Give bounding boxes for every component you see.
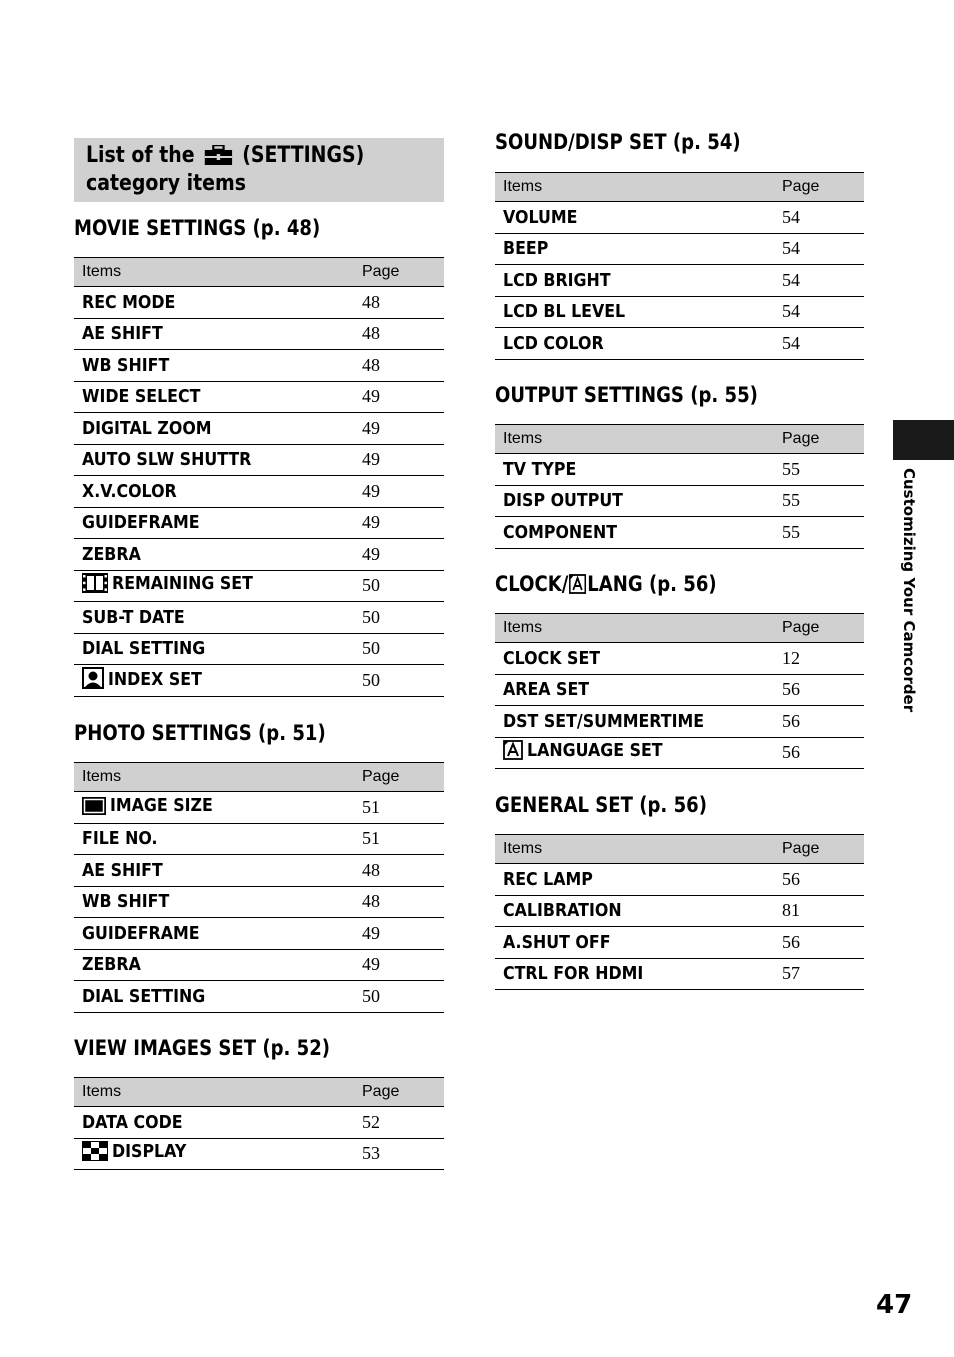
page-column-header: Page: [354, 763, 444, 792]
item-name: GUIDEFRAME: [82, 922, 200, 944]
item-name-cell: [495, 895, 774, 927]
item-name-cell: [74, 602, 354, 634]
item-name-cell: [495, 958, 774, 990]
item-name-cell: [74, 413, 354, 445]
table-row-calibration: [495, 895, 864, 927]
chapter-side-label: Customizing Your Camcorder: [900, 468, 918, 713]
table-row-wb-shift: [74, 350, 444, 382]
table-row-clock-set: [495, 643, 864, 675]
item-name: DST SET/SUMMERTIME: [503, 710, 705, 732]
table-row-lcd-bright: [495, 265, 864, 297]
items-column-header: Items: [495, 614, 774, 643]
clock-lang-table: [495, 613, 864, 769]
item-name-cell: [74, 918, 354, 950]
table-row-area-set: [495, 674, 864, 706]
items-column-header: Items: [495, 173, 774, 202]
item-name: FILE NO.: [82, 828, 158, 850]
item-page-number: 54: [774, 233, 864, 265]
table-row-component: [495, 517, 864, 549]
item-page-number: 54: [774, 202, 864, 234]
item-name: INDEX SET: [108, 668, 202, 690]
item-name: IMAGE SIZE: [110, 794, 213, 816]
table-row-volume: [495, 202, 864, 234]
item-name: DATA CODE: [82, 1111, 183, 1133]
table-row-index-set: [74, 665, 444, 697]
table-row-zebra: [74, 949, 444, 981]
table-row-display: [74, 1138, 444, 1170]
item-name: CLOCK SET: [503, 647, 601, 669]
photo-settings-table: [74, 762, 444, 1013]
item-page-number: 56: [774, 706, 864, 738]
item-page-number: 56: [774, 864, 864, 896]
item-name: SUB-T DATE: [82, 606, 185, 628]
table-row-lcd-bl-level: [495, 296, 864, 328]
item-name: LANGUAGE SET: [527, 740, 663, 762]
item-name-cell: [495, 706, 774, 738]
item-page-number: 49: [354, 381, 444, 413]
item-name: LCD COLOR: [503, 332, 604, 354]
item-name-cell: [495, 485, 774, 517]
item-page-number: 48: [354, 350, 444, 382]
item-name: DISP OUTPUT: [503, 490, 623, 512]
clock-lang-heading: [495, 572, 717, 596]
sound-disp-table: [495, 172, 864, 360]
item-name: REMAINING SET: [112, 573, 253, 595]
item-page-number: 50: [354, 981, 444, 1013]
film-strip-icon: [82, 573, 108, 598]
page-title: [74, 138, 444, 202]
item-name-cell: [495, 643, 774, 675]
item-name: DIGITAL ZOOM: [82, 417, 212, 439]
item-name-cell: [495, 233, 774, 265]
general-set-heading: GENERAL SET (p. 56): [495, 793, 707, 817]
item-name-cell: [495, 296, 774, 328]
table-row-x-v-color: [74, 476, 444, 508]
table-row-wide-select: [74, 381, 444, 413]
photo-settings-heading: PHOTO SETTINGS (p. 51): [74, 721, 326, 745]
item-name-cell: [495, 202, 774, 234]
table-row-guideframe: [74, 507, 444, 539]
page-column-header: Page: [354, 1078, 444, 1107]
item-page-number: 56: [774, 674, 864, 706]
item-name: VOLUME: [503, 206, 578, 228]
item-name: AE SHIFT: [82, 859, 163, 881]
item-name: REC MODE: [82, 291, 176, 313]
item-name-cell: [74, 949, 354, 981]
item-page-number: 54: [774, 328, 864, 360]
table-row-wb-shift: [74, 886, 444, 918]
page-column-header: Page: [774, 614, 864, 643]
item-page-number: 48: [354, 855, 444, 887]
items-column-header: Items: [74, 258, 354, 287]
items-column-header: Items: [495, 425, 774, 454]
item-name-cell: [495, 517, 774, 549]
item-name: BEEP: [503, 238, 549, 260]
table-row-tv-type: [495, 454, 864, 486]
output-settings-heading: OUTPUT SETTINGS (p. 55): [495, 383, 758, 407]
image-size-icon: [82, 797, 106, 820]
item-name-cell: [74, 886, 354, 918]
item-name-cell: [74, 823, 354, 855]
item-page-number: 50: [354, 602, 444, 634]
language-a-icon: [569, 574, 586, 594]
item-name-cell: [74, 1138, 354, 1170]
item-page-number: 52: [354, 1107, 444, 1139]
table-row-image-size: [74, 792, 444, 824]
item-name-cell: [495, 737, 774, 769]
item-name-cell: [74, 381, 354, 413]
item-page-number: 55: [774, 485, 864, 517]
item-name-cell: [74, 539, 354, 571]
item-name: WIDE SELECT: [82, 386, 201, 408]
face-index-icon: [82, 667, 104, 694]
table-row-beep: [495, 233, 864, 265]
item-name: ZEBRA: [82, 954, 141, 976]
item-page-number: 53: [354, 1138, 444, 1170]
clock-lang-heading-start: CLOCK/: [495, 572, 569, 596]
item-page-number: 54: [774, 265, 864, 297]
item-page-number: 48: [354, 287, 444, 319]
item-page-number: 81: [774, 895, 864, 927]
item-name-cell: [74, 981, 354, 1013]
table-row-dst-set-summertime: [495, 706, 864, 738]
page-column-header: Page: [774, 425, 864, 454]
title-text-settings: (SETTINGS): [242, 143, 365, 168]
clock-lang-heading-end: LANG (p. 56): [587, 572, 717, 596]
page-column-header: Page: [774, 173, 864, 202]
item-page-number: 49: [354, 507, 444, 539]
item-name-cell: [495, 265, 774, 297]
table-row-dial-setting: [74, 633, 444, 665]
language-a-icon: [503, 740, 523, 765]
table-row-dial-setting: [74, 981, 444, 1013]
item-page-number: 49: [354, 413, 444, 445]
item-name: CALIBRATION: [503, 900, 622, 922]
item-page-number: 55: [774, 517, 864, 549]
table-row-file-no: [74, 823, 444, 855]
item-name: COMPONENT: [503, 521, 618, 543]
item-name: AUTO SLW SHUTTR: [82, 449, 252, 471]
output-settings-table: [495, 424, 864, 549]
item-name: TV TYPE: [503, 458, 577, 480]
table-row-sub-t-date: [74, 602, 444, 634]
table-row-guideframe: [74, 918, 444, 950]
item-name: ZEBRA: [82, 543, 141, 565]
item-page-number: 51: [354, 823, 444, 855]
chapter-tab: [893, 420, 954, 460]
item-name-cell: [74, 444, 354, 476]
item-name-cell: [74, 855, 354, 887]
item-name: LCD BL LEVEL: [503, 301, 626, 323]
item-page-number: 50: [354, 633, 444, 665]
table-row-data-code: [74, 1107, 444, 1139]
item-name-cell: [74, 318, 354, 350]
item-name: LCD BRIGHT: [503, 269, 611, 291]
item-page-number: 49: [354, 918, 444, 950]
item-page-number: 48: [354, 318, 444, 350]
item-name-cell: [74, 350, 354, 382]
item-page-number: 50: [354, 665, 444, 697]
table-row-remaining-set: [74, 570, 444, 602]
item-name-cell: [74, 792, 354, 824]
table-row-digital-zoom: [74, 413, 444, 445]
item-name: A.SHUT OFF: [503, 931, 611, 953]
items-column-header: Items: [74, 1078, 354, 1107]
item-name-cell: [74, 633, 354, 665]
item-name-cell: [495, 328, 774, 360]
item-name-cell: [495, 454, 774, 486]
item-name-cell: [495, 864, 774, 896]
title-subline: category items: [86, 171, 247, 196]
item-name-cell: [74, 507, 354, 539]
item-name: REC LAMP: [503, 868, 593, 890]
item-page-number: 49: [354, 949, 444, 981]
item-name: DIAL SETTING: [82, 638, 206, 660]
table-row-a-shut-off: [495, 927, 864, 959]
sound-disp-heading: SOUND/DISP SET (p. 54): [495, 130, 741, 154]
item-page-number: 49: [354, 476, 444, 508]
table-row-rec-mode: [74, 287, 444, 319]
item-page-number: 50: [354, 570, 444, 602]
item-page-number: 48: [354, 886, 444, 918]
item-page-number: 49: [354, 539, 444, 571]
item-page-number: 49: [354, 444, 444, 476]
item-name: X.V.COLOR: [82, 480, 177, 502]
item-name: AE SHIFT: [82, 323, 163, 345]
table-row-disp-output: [495, 485, 864, 517]
item-name-cell: [74, 1107, 354, 1139]
item-page-number: 57: [774, 958, 864, 990]
view-images-heading: VIEW IMAGES SET (p. 52): [74, 1036, 331, 1060]
item-name: GUIDEFRAME: [82, 512, 200, 534]
display-grid-icon: [82, 1141, 108, 1166]
item-name-cell: [74, 476, 354, 508]
movie-settings-heading: MOVIE SETTINGS (p. 48): [74, 216, 321, 240]
table-row-ae-shift: [74, 318, 444, 350]
table-row-auto-slw-shuttr: [74, 444, 444, 476]
table-row-language-set: [495, 737, 864, 769]
item-name: WB SHIFT: [82, 891, 170, 913]
item-name: DIAL SETTING: [82, 985, 206, 1007]
item-name-cell: [74, 665, 354, 697]
item-name: DISPLAY: [112, 1141, 187, 1163]
table-row-ae-shift: [74, 855, 444, 887]
general-set-table: [495, 834, 864, 990]
page-column-header: Page: [774, 835, 864, 864]
view-images-table: [74, 1077, 444, 1170]
item-name-cell: [495, 674, 774, 706]
movie-settings-table: [74, 257, 444, 697]
item-page-number: 54: [774, 296, 864, 328]
table-row-ctrl-for-hdmi: [495, 958, 864, 990]
item-name: CTRL FOR HDMI: [503, 963, 644, 985]
item-page-number: 56: [774, 737, 864, 769]
item-page-number: 55: [774, 454, 864, 486]
item-name: WB SHIFT: [82, 354, 170, 376]
table-row-lcd-color: [495, 328, 864, 360]
table-row-rec-lamp: [495, 864, 864, 896]
table-row-zebra: [74, 539, 444, 571]
item-page-number: 51: [354, 792, 444, 824]
page-column-header: Page: [354, 258, 444, 287]
item-name-cell: [495, 927, 774, 959]
item-page-number: 56: [774, 927, 864, 959]
items-column-header: Items: [74, 763, 354, 792]
item-name: AREA SET: [503, 679, 590, 701]
toolbox-icon: [205, 145, 233, 165]
item-name-cell: [74, 287, 354, 319]
items-column-header: Items: [495, 835, 774, 864]
item-name-cell: [74, 570, 354, 602]
page-number: 47: [876, 1290, 913, 1320]
title-text-start: List of the: [86, 143, 195, 168]
item-page-number: 12: [774, 643, 864, 675]
